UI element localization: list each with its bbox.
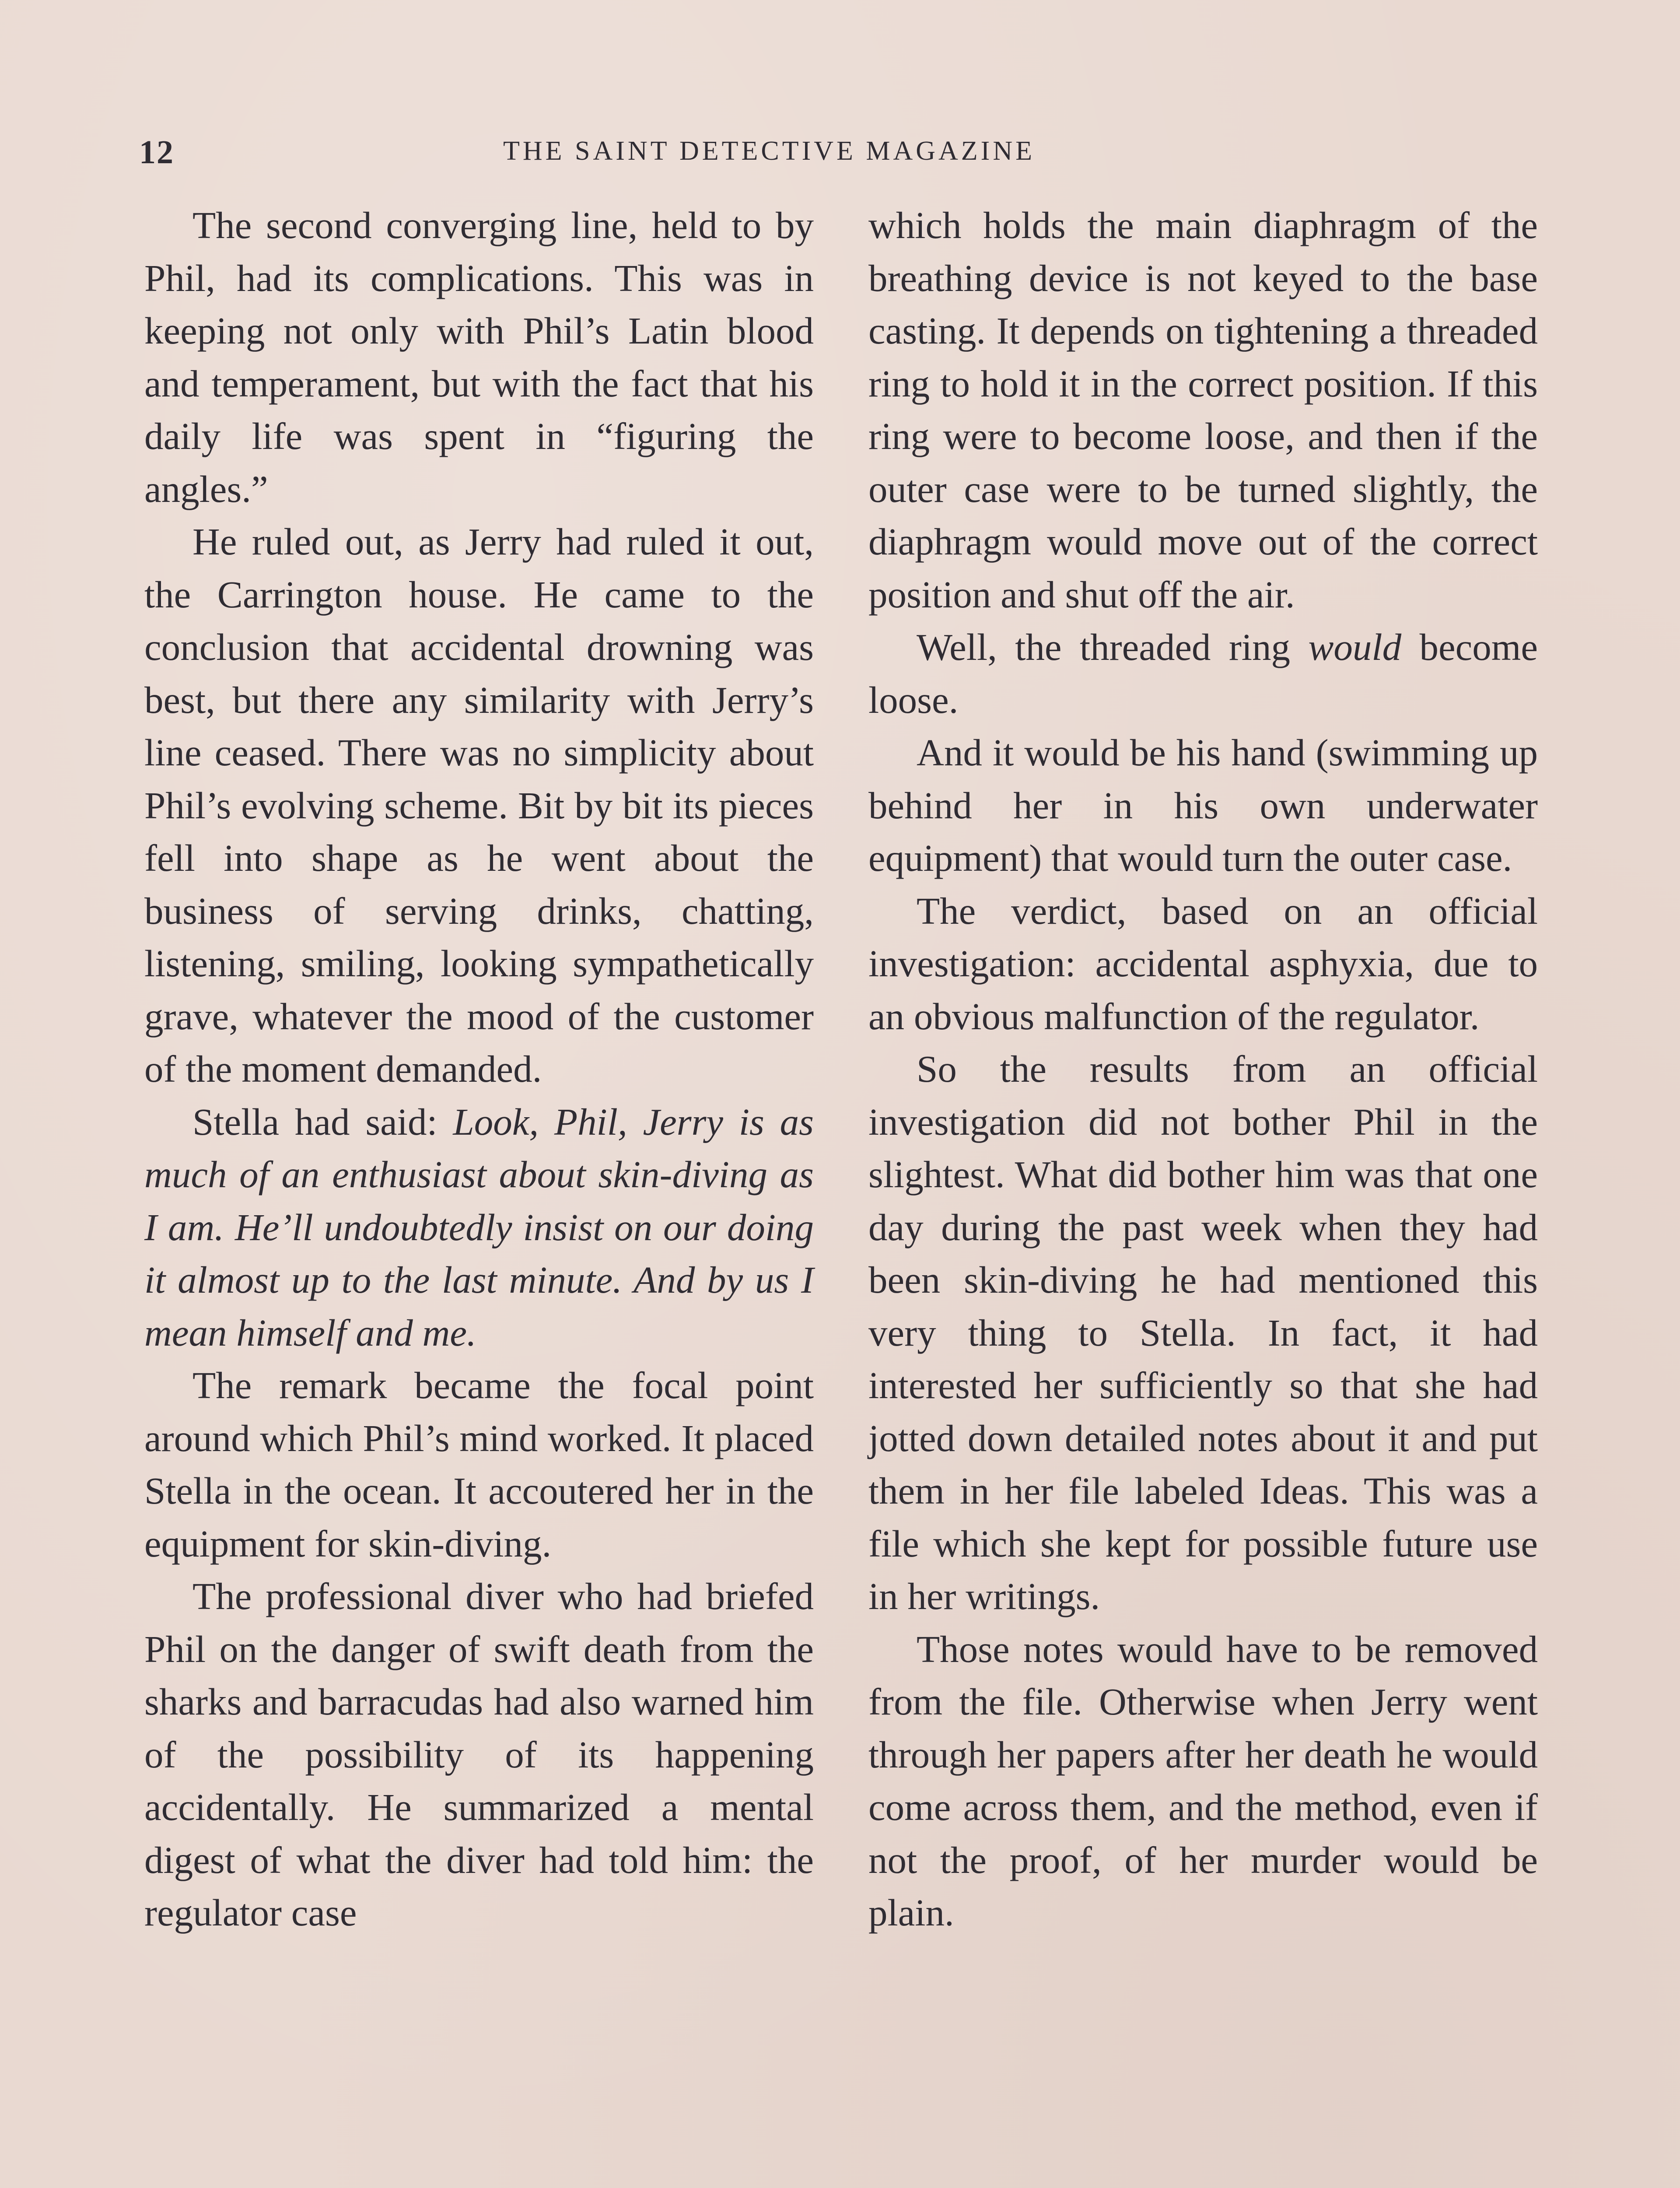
paragraph-continued xyxy=(868,199,1538,621)
paragraph-text: which holds the main diaphragm of the breathing device is not keyed to the base casting. It depends on tightening a threaded ring to hold it in the correct position. If this ring were to become loose, and then if the outer case were to be turned slightly, the diaphragm would move out of the correct position and shut off the air. xyxy=(868,204,1538,616)
paragraph-text: And it would be his hand (swimming up behind her in his own underwater equipment) that would turn the outer case. xyxy=(868,731,1538,879)
paragraph-text: So the results from an official investigation did not bother Phil in the slightest. What did bother him was that one day during the past week when they had been skin-diving he had mentioned this very thing to Stella. In fact, it had interested her sufficiently so that she had jotted down detailed notes about it and put them in her file labeled Ideas. This was a file which she kept for possible future use in her writings. xyxy=(868,1048,1538,1617)
paragraph xyxy=(868,621,1538,726)
paragraph-italic-word: would xyxy=(1308,626,1402,668)
paragraph-text: Well, the threaded ring xyxy=(917,626,1309,668)
paragraph xyxy=(144,1359,814,1570)
left-column xyxy=(144,199,814,1939)
paragraph-text: become loose. xyxy=(868,626,1538,721)
paragraph xyxy=(144,515,814,1096)
paragraph xyxy=(868,726,1538,885)
paragraph-text: The professional diver who had briefed Phil on the danger of swift death from the sharks and barracudas had also warned him of the possibility of its happening accidentally. He summarized a mental digest of what the diver had told him: the regulator case xyxy=(144,1575,814,1934)
right-column xyxy=(868,199,1538,1939)
paragraph-text: Those notes would have to be removed from the file. Otherwise when Jerry went through her papers after her death he would come across them, and the method, even if not the proof, of her murder would be plain. xyxy=(868,1627,1538,1934)
paragraph-italic-quote: Look, Phil, Jerry is as much of an enthusiast about skin-diving as I am. He’ll undoubtedly insist on our doing it almost up to the last minute. And by us I mean himself and me. xyxy=(144,1100,814,1354)
paragraph-text: The verdict, based on an official investigation: accidental asphyxia, due to an obvious malfunction of the regulator. xyxy=(868,889,1538,1038)
paragraph xyxy=(144,199,814,515)
paragraph xyxy=(144,1096,814,1360)
paragraph-text: The remark became the focal point around which Phil’s mind worked. It placed Stella in the ocean. It accoutered her in the equipment for skin-diving. xyxy=(144,1364,814,1565)
paragraph xyxy=(144,1570,814,1939)
paragraph-text: Stella had said: xyxy=(192,1100,453,1143)
page-number: 12 xyxy=(139,134,174,171)
paragraph-text: He ruled out, as Jerry had ruled it out, the Carrington house. He came to the conclusion that accidental drowning was best, but there any similarity with Jerry’s line ceased. There was no simplicity about Phil’s evolving scheme. Bit by bit its pieces fell into shape as he went about the business of serving drinks, chatting, listening, smiling, looking sympathetically grave, whatever the mood of the customer of the moment demanded. xyxy=(144,520,814,1090)
paragraph xyxy=(868,885,1538,1043)
paragraph-text: The second converging line, held to by Phil, had its complications. This was in keeping not only with Phil’s Latin blood and temperament, but with the fact that his daily life was spent in “figuring the angles.” xyxy=(144,204,814,510)
paragraph xyxy=(868,1043,1538,1623)
paragraph xyxy=(868,1623,1538,1939)
running-head: THE SAINT DETECTIVE MAGAZINE xyxy=(503,136,1035,166)
